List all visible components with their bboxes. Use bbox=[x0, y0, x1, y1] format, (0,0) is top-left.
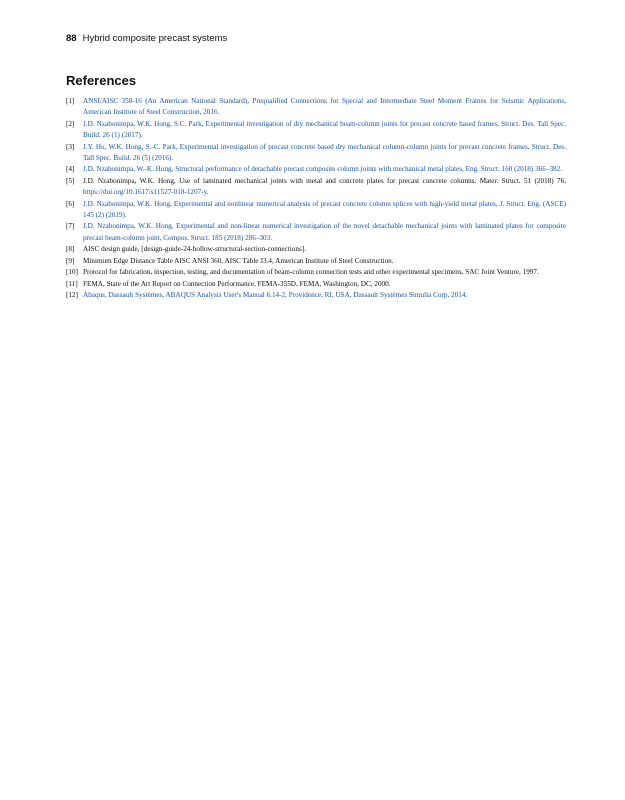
reference-text[interactable]: J.D. Nzabonimpa, W.K. Hong, Experimental and non-linear numerical investigation of the novel detachable mechanical joints with laminated plates for composite precast beam-column joint, Compos. Struct. 185 (2018) 286–303. bbox=[83, 222, 566, 242]
reference-number: [10] bbox=[66, 268, 78, 277]
reference-text: Minimum Edge Distance Table AISC ANSI 360, AISC Table J3.4, American Institute of Steel Construction. bbox=[83, 256, 394, 265]
reference-number: [6] bbox=[66, 199, 75, 208]
reference-text[interactable]: J.D. Nzabonimpa, W.-K. Hong, Structural performance of detachable precast composite column joints with mechanical metal plates, Eng. Struct. 160 (2018) 366–382. bbox=[83, 165, 563, 174]
reference-text[interactable]: J.D. Nzabonimpa, W.K. Hong, S.C. Park, Experimental investigation of dry mechanical beam-column joints for precast concrete based frames, Struct. Des. Tall Spec. Build. 26 (1) (2017). bbox=[83, 119, 566, 140]
reference-item bbox=[66, 256, 566, 267]
reference-list bbox=[66, 96, 566, 301]
reference-item bbox=[66, 244, 566, 255]
reference-suffix: . bbox=[206, 188, 209, 197]
reference-number: [11] bbox=[66, 279, 78, 288]
running-title: Hybrid composite precast systems bbox=[82, 33, 228, 44]
reference-item[interactable] bbox=[66, 199, 566, 222]
reference-number: [12] bbox=[66, 290, 78, 299]
reference-text bbox=[83, 176, 566, 199]
reference-number: [3] bbox=[66, 142, 75, 151]
reference-number: [2] bbox=[66, 119, 75, 128]
reference-text: Protocol for fabrication, inspection, testing, and documentation of beam-column connection tests and other experimental specimens, SAC Joint Venture, 1997. bbox=[83, 268, 539, 277]
reference-number: [9] bbox=[66, 256, 75, 265]
section-title: References bbox=[66, 73, 137, 88]
reference-text[interactable]: ANSI/AISC 358-16 (An American National Standard), Prequalified Connections for Special and Intermediate Steel Moment Frames for Seismic Applications, American Institute of Steel Construction, 2016. bbox=[83, 97, 566, 117]
reference-item bbox=[66, 176, 566, 199]
running-head bbox=[66, 33, 227, 44]
reference-text[interactable]: Abaqus, Dassault Systèmes, ABAQUS Analysis User's Manual 6.14-2, Providence, RI, USA, Dassault Systèmes Simulia Corp, 2014. bbox=[83, 290, 468, 299]
reference-number: [4] bbox=[66, 165, 75, 174]
reference-number: [8] bbox=[66, 245, 75, 254]
reference-number: [5] bbox=[66, 176, 75, 185]
reference-text: AISC design guide, [design-guide-24-hollow-structural-section-connections]. bbox=[83, 245, 306, 254]
reference-item[interactable] bbox=[66, 290, 566, 301]
page-number: 88 bbox=[66, 33, 77, 44]
reference-text[interactable]: J.Y. Hu, W.K. Hong, S.-C. Park, Experimental investigation of precast concrete based dry mechanical column-column joints for precast concrete frames, Struct. Des. Tall Spec. Build. 26 (5) (2016). bbox=[83, 142, 566, 163]
reference-item bbox=[66, 267, 566, 278]
reference-item[interactable] bbox=[66, 221, 566, 244]
reference-item[interactable] bbox=[66, 119, 566, 142]
reference-item[interactable] bbox=[66, 142, 566, 165]
reference-text[interactable]: J.D. Nzabonimpa, W.K. Hong, Experimental and nonlinear numerical analysis of precast concrete column splices with high-yield metal plates, J. Struct. Eng. (ASCE) 145 (2) (2019). bbox=[83, 199, 566, 220]
reference-item[interactable] bbox=[66, 96, 566, 119]
doi-link[interactable]: https://doi.org/10.1617/s11527-018-1207-y bbox=[83, 188, 207, 197]
reference-text: FEMA, State of the Art Report on Connection Performance, FEMA-355D, FEMA, Washington, DC, 2000. bbox=[83, 279, 391, 288]
reference-body: J.D. Nzabonimpa, W.K. Hong, Use of laminated mechanical joints with metal and concrete plates for precast concrete columns. Mater. Struct. 51 (2018) 76, bbox=[83, 176, 566, 185]
reference-item bbox=[66, 279, 566, 290]
reference-number: [7] bbox=[66, 222, 75, 231]
reference-item[interactable] bbox=[66, 164, 566, 175]
reference-number: [1] bbox=[66, 97, 75, 105]
